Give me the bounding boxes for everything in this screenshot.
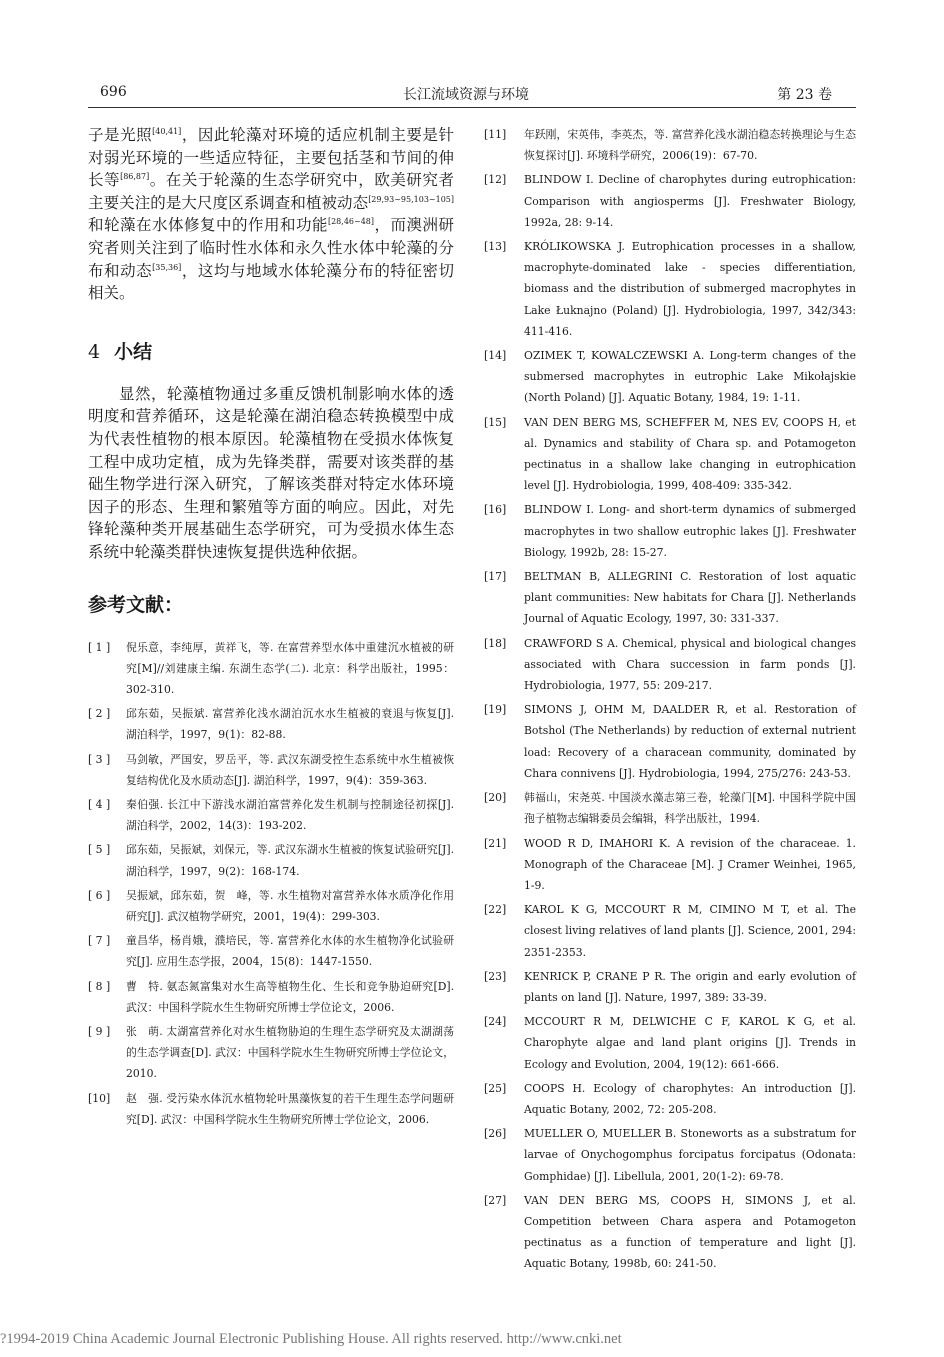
reference-text: 邱东茹，吴振斌，刘保元，等. 武汉东湖水生植被的恢复试验研究[J]. 湖泊科学，1997，9(2)：168-174.: [126, 843, 454, 878]
reference-text: 吴振斌，邱东茹，贺 峰，等. 水生植物对富营养水体水质净化作用研究[J]. 武汉植物学研究，2001，19(4)：299-303.: [126, 888, 454, 923]
reference-item: [484, 236, 856, 342]
reference-text: 年跃刚，宋英伟，李英杰，等. 富营养化浅水湖泊稳态转换理论与生态恢复探讨[J]. 环境科学研究，2006(19)：67-70.: [524, 128, 856, 163]
reference-number: [13]: [484, 240, 507, 254]
reference-item: [88, 794, 454, 836]
reference-item: [484, 1078, 856, 1120]
reference-number: [20]: [484, 791, 507, 805]
reference-number: [ 1 ]: [88, 640, 111, 654]
reference-number: [ 7 ]: [88, 934, 111, 948]
reference-number: [ 3 ]: [88, 752, 111, 766]
left-column: [88, 124, 454, 1133]
intro-paragraph: 子是光照[40,41]，因此轮藻对环境的适应机制主要是针对弱光环境的一些适应特征，主要包括茎和节间的伸长等[86,87]。在关于轮藻的生态学研究中，欧美研究者主要关注的是大尺度区系调查和植被动态[29,93~95,103~105]和轮藻在水体修复中的作用和功能[28,46~48]，而澳洲研究者则关注到了临时性水体和永久性水体中轮藻的分布和动态[35,36]，这均与地域水体轮藻分布的特征密切相关。: [88, 126, 454, 303]
reference-text: MCCOURT R M, DELWICHE C F, KAROL K G, et al. Charophyte algae and land plant origins [J]. Trends in Ecology and Evolution, 2004, 19(12): 661-666.: [524, 1015, 856, 1071]
reference-number: [12]: [484, 173, 507, 187]
reference-item: [484, 345, 856, 409]
reference-text: 张 萌. 太湖富营养化对水生植物胁迫的生理生态学研究及太湖湖荡的生态学调查[D]. 武汉：中国科学院水生生物研究所博士学位论文，2010.: [126, 1024, 454, 1081]
reference-number: [25]: [484, 1081, 507, 1095]
reference-text: WOOD R D, IMAHORI K. A revision of the characeae. 1. Monograph of the Characeae [M]. J Cramer Weinhei, 1965, 1-9.: [524, 836, 856, 892]
reference-item: [484, 1011, 856, 1075]
reference-number: [ 5 ]: [88, 843, 111, 857]
reference-text: VAN DEN BERG MS, COOPS H, SIMONS J, et al. Competition between Chara aspera and Potamogeton pectinatus as a function of temperature and light [J]. Aquatic Botany, 1998b, 60: 241-50.: [524, 1193, 856, 1271]
reference-item: [88, 885, 454, 927]
reference-number: [ 9 ]: [88, 1024, 111, 1038]
reference-number: [ 2 ]: [88, 707, 111, 721]
reference-text: BLINDOW I. Decline of charophytes during eutrophication: Comparison with angiosperms [J]. Freshwater Biology, 1992a, 28: 9-14.: [524, 173, 856, 229]
references-heading: 参考文献：: [88, 593, 184, 616]
reference-item: [484, 412, 856, 497]
reference-item: [484, 833, 856, 897]
volume-label: 第 23 卷: [777, 87, 832, 103]
reference-item: [484, 566, 856, 630]
reference-text: SIMONS J, OHM M, DAALDER R, et al. Restoration of Botshol (The Netherlands) by reduction of external nutrient load: Recovery of a characean community, dominated by Chara connivens [J]. Hydrobiologia, 1994, 275/276: 243-53.: [524, 703, 856, 780]
reference-text: KENRICK P, CRANE P R. The origin and early evolution of plants on land [J]. Nature, 1997, 389: 33-39.: [524, 969, 856, 1004]
reference-item: [484, 966, 856, 1008]
reference-item: [484, 499, 856, 563]
reference-item: [484, 1123, 856, 1187]
reference-number: [ 4 ]: [88, 797, 111, 811]
reference-item: [484, 169, 856, 233]
reference-item: [484, 699, 856, 784]
reference-item: [88, 749, 454, 791]
reference-text: 曹 特. 氨态氮富集对水生高等植物生化、生长和竞争胁迫研究[D]. 武汉：中国科学院水生生物研究所博士学位论文，2006.: [126, 979, 454, 1014]
reference-number: [10]: [88, 1091, 111, 1105]
reference-item: [88, 976, 454, 1018]
reference-text: MUELLER O, MUELLER B. Stoneworts as a substratum for larvae of Onychogomphus forcipatus forcipatus (Odonata: Gomphidae) [J]. Libellula, 2001, 20(1-2): 69-78.: [524, 1127, 856, 1183]
reference-item: [484, 1190, 856, 1275]
reference-item: [88, 930, 454, 972]
reference-number: [18]: [484, 636, 507, 650]
journal-title: 长江流域资源与环境: [403, 87, 529, 103]
citation[interactable]: [40,41]: [152, 127, 182, 136]
reference-item: [484, 787, 856, 829]
reference-text: CRAWFORD S A. Chemical, physical and biological changes associated with Chara succession in farm ponds [J]. Hydrobiologia, 1977, 55: 209-217.: [524, 636, 856, 693]
reference-item: [88, 839, 454, 881]
reference-number: [27]: [484, 1193, 507, 1207]
reference-number: [ 8 ]: [88, 979, 111, 993]
reference-text: 邱东茹，吴振斌. 富营养化浅水湖泊沉水水生植被的衰退与恢复[J]. 湖泊科学，1997，9(1)：82-88.: [126, 707, 454, 742]
citation[interactable]: [28,46~48]: [327, 217, 374, 227]
reference-number: [19]: [484, 703, 507, 717]
reference-item: [88, 1021, 454, 1085]
citation[interactable]: [86,87]: [120, 172, 150, 182]
reference-number: [15]: [484, 415, 507, 429]
reference-text: 赵 强. 受污染水体沉水植物轮叶黑藻恢复的若干生理生态学问题研究[D]. 武汉：中国科学院水生生物研究所博士学位论文，2006.: [126, 1091, 454, 1126]
reference-item: [88, 637, 454, 701]
reference-number: [ 6 ]: [88, 888, 111, 902]
section-heading: [88, 337, 454, 361]
reference-number: [22]: [484, 903, 507, 917]
reference-item: [484, 899, 856, 963]
citation[interactable]: [29,93~95,103~105]: [368, 194, 454, 204]
reference-number: [16]: [484, 503, 507, 517]
reference-text: BELTMAN B, ALLEGRINI C. Restoration of lost aquatic plant communities: New habitats for Chara [J]. Netherlands Journal of Aquatic Ecology, 1997, 30: 331-337.: [524, 570, 856, 626]
reference-number: [21]: [484, 836, 507, 850]
copyright-footer: ?1994-2019 China Academic Journal Electronic Publishing House. All rights reserved. http://www.cnki.net: [0, 1331, 622, 1347]
reference-text: 秦伯强. 长江中下游浅水湖泊富营养化发生机制与控制途径初探[J]. 湖泊科学，2002，14(3)：193-202.: [126, 797, 454, 833]
reference-text: BLINDOW I. Long- and short-term dynamics of submerged macrophytes in two shallow eutrophic lakes [J]. Freshwater Biology, 1992b, 28: 15-27.: [524, 503, 856, 559]
page-number: 696: [100, 84, 127, 100]
reference-number: [24]: [484, 1015, 507, 1029]
reference-text: KRÓLIKOWSKA J. Eutrophication processes in a shallow, macrophyte-dominated lake - species differentiation, biomass and the distribution of submerged macrophytes in Lake Łuknajno (Poland) [J]. Hydrobiologia, 1997, 342/343: 411-416.: [524, 240, 856, 338]
reference-item: [484, 633, 856, 697]
section-number: 4: [88, 340, 101, 363]
reference-text: KAROL K G, MCCOURT R M, CIMINO M T, et al. The closest living relatives of land plants [J]. Science, 2001, 294: 2351-2353.: [524, 903, 856, 959]
reference-number: [17]: [484, 570, 507, 584]
reference-list-left: [88, 637, 454, 1130]
reference-text: 马剑敏，严国安，罗岳平，等. 武汉东湖受控生态系统中水生植被恢复结构优化及水质动态[J]. 湖泊科学，1997，9(4)：359-363.: [126, 752, 454, 787]
header-rule: [88, 107, 856, 108]
reference-text: COOPS H. Ecology of charophytes: An introduction [J]. Aquatic Botany, 2002, 72: 205-208.: [524, 1081, 856, 1116]
reference-number: [26]: [484, 1127, 507, 1141]
citation[interactable]: [35,36]: [152, 262, 182, 272]
reference-number: [23]: [484, 969, 507, 983]
reference-list-right: [484, 124, 856, 1275]
reference-number: [14]: [484, 349, 507, 363]
reference-text: OZIMEK T, KOWALCZEWSKI A. Long-term changes of the submersed macrophytes in eutrophic Lake Mikołajskie (North Poland) [J]. Aquatic Botany, 1984, 19: 1-11.: [524, 349, 856, 405]
summary-paragraph: 显然，轮藻植物通过多重反馈机制影响水体的透明度和营养循环，这是轮藻在湖泊稳态转换模型中成为代表性植物的根本原因。轮藻植物在受损水体恢复工程中成功定植，成为先锋类群，需要对该类群的基础生物学进行深入研究，了解该类群对特定水体环境因子的形态、生理和繁殖等方面的响应。因此，对先锋轮藻种类开展基础生态学研究，可为受损水体生态系统中轮藻类群快速恢复提供选种依据。: [88, 384, 454, 561]
right-column: [484, 124, 856, 1278]
reference-text: 韩福山，宋尧英. 中国淡水藻志第三卷，轮藻门[M]. 中国科学院中国孢子植物志编辑委员会编辑，科学出版社，1994.: [524, 791, 856, 826]
reference-text: VAN DEN BERG MS, SCHEFFER M, NES EV, COOPS H, et al. Dynamics and stability of Chara sp. and Potamogeton pectinatus in a shallow lake changing in eutrophication level [J]. Hydrobiologia, 1999, 408-409: 335-342.: [524, 415, 856, 493]
reference-item: [88, 1088, 454, 1130]
reference-number: [11]: [484, 128, 507, 141]
page-header: [88, 84, 844, 106]
reference-item: [484, 124, 856, 166]
section-title: 小结: [114, 340, 153, 363]
reference-text: 倪乐意，李纯厚，黄祥飞，等. 在富营养型水体中重建沉水植被的研究[M]//刘建康主编. 东湖生态学(二). 北京：科学出版社，1995：302-310.: [126, 640, 454, 696]
reference-text: 童昌华，杨肖娥，濮培民，等. 富营养化水体的水生植物净化试验研究[J]. 应用生态学报，2004，15(8)：1447-1550.: [126, 934, 454, 969]
reference-item: [88, 703, 454, 745]
